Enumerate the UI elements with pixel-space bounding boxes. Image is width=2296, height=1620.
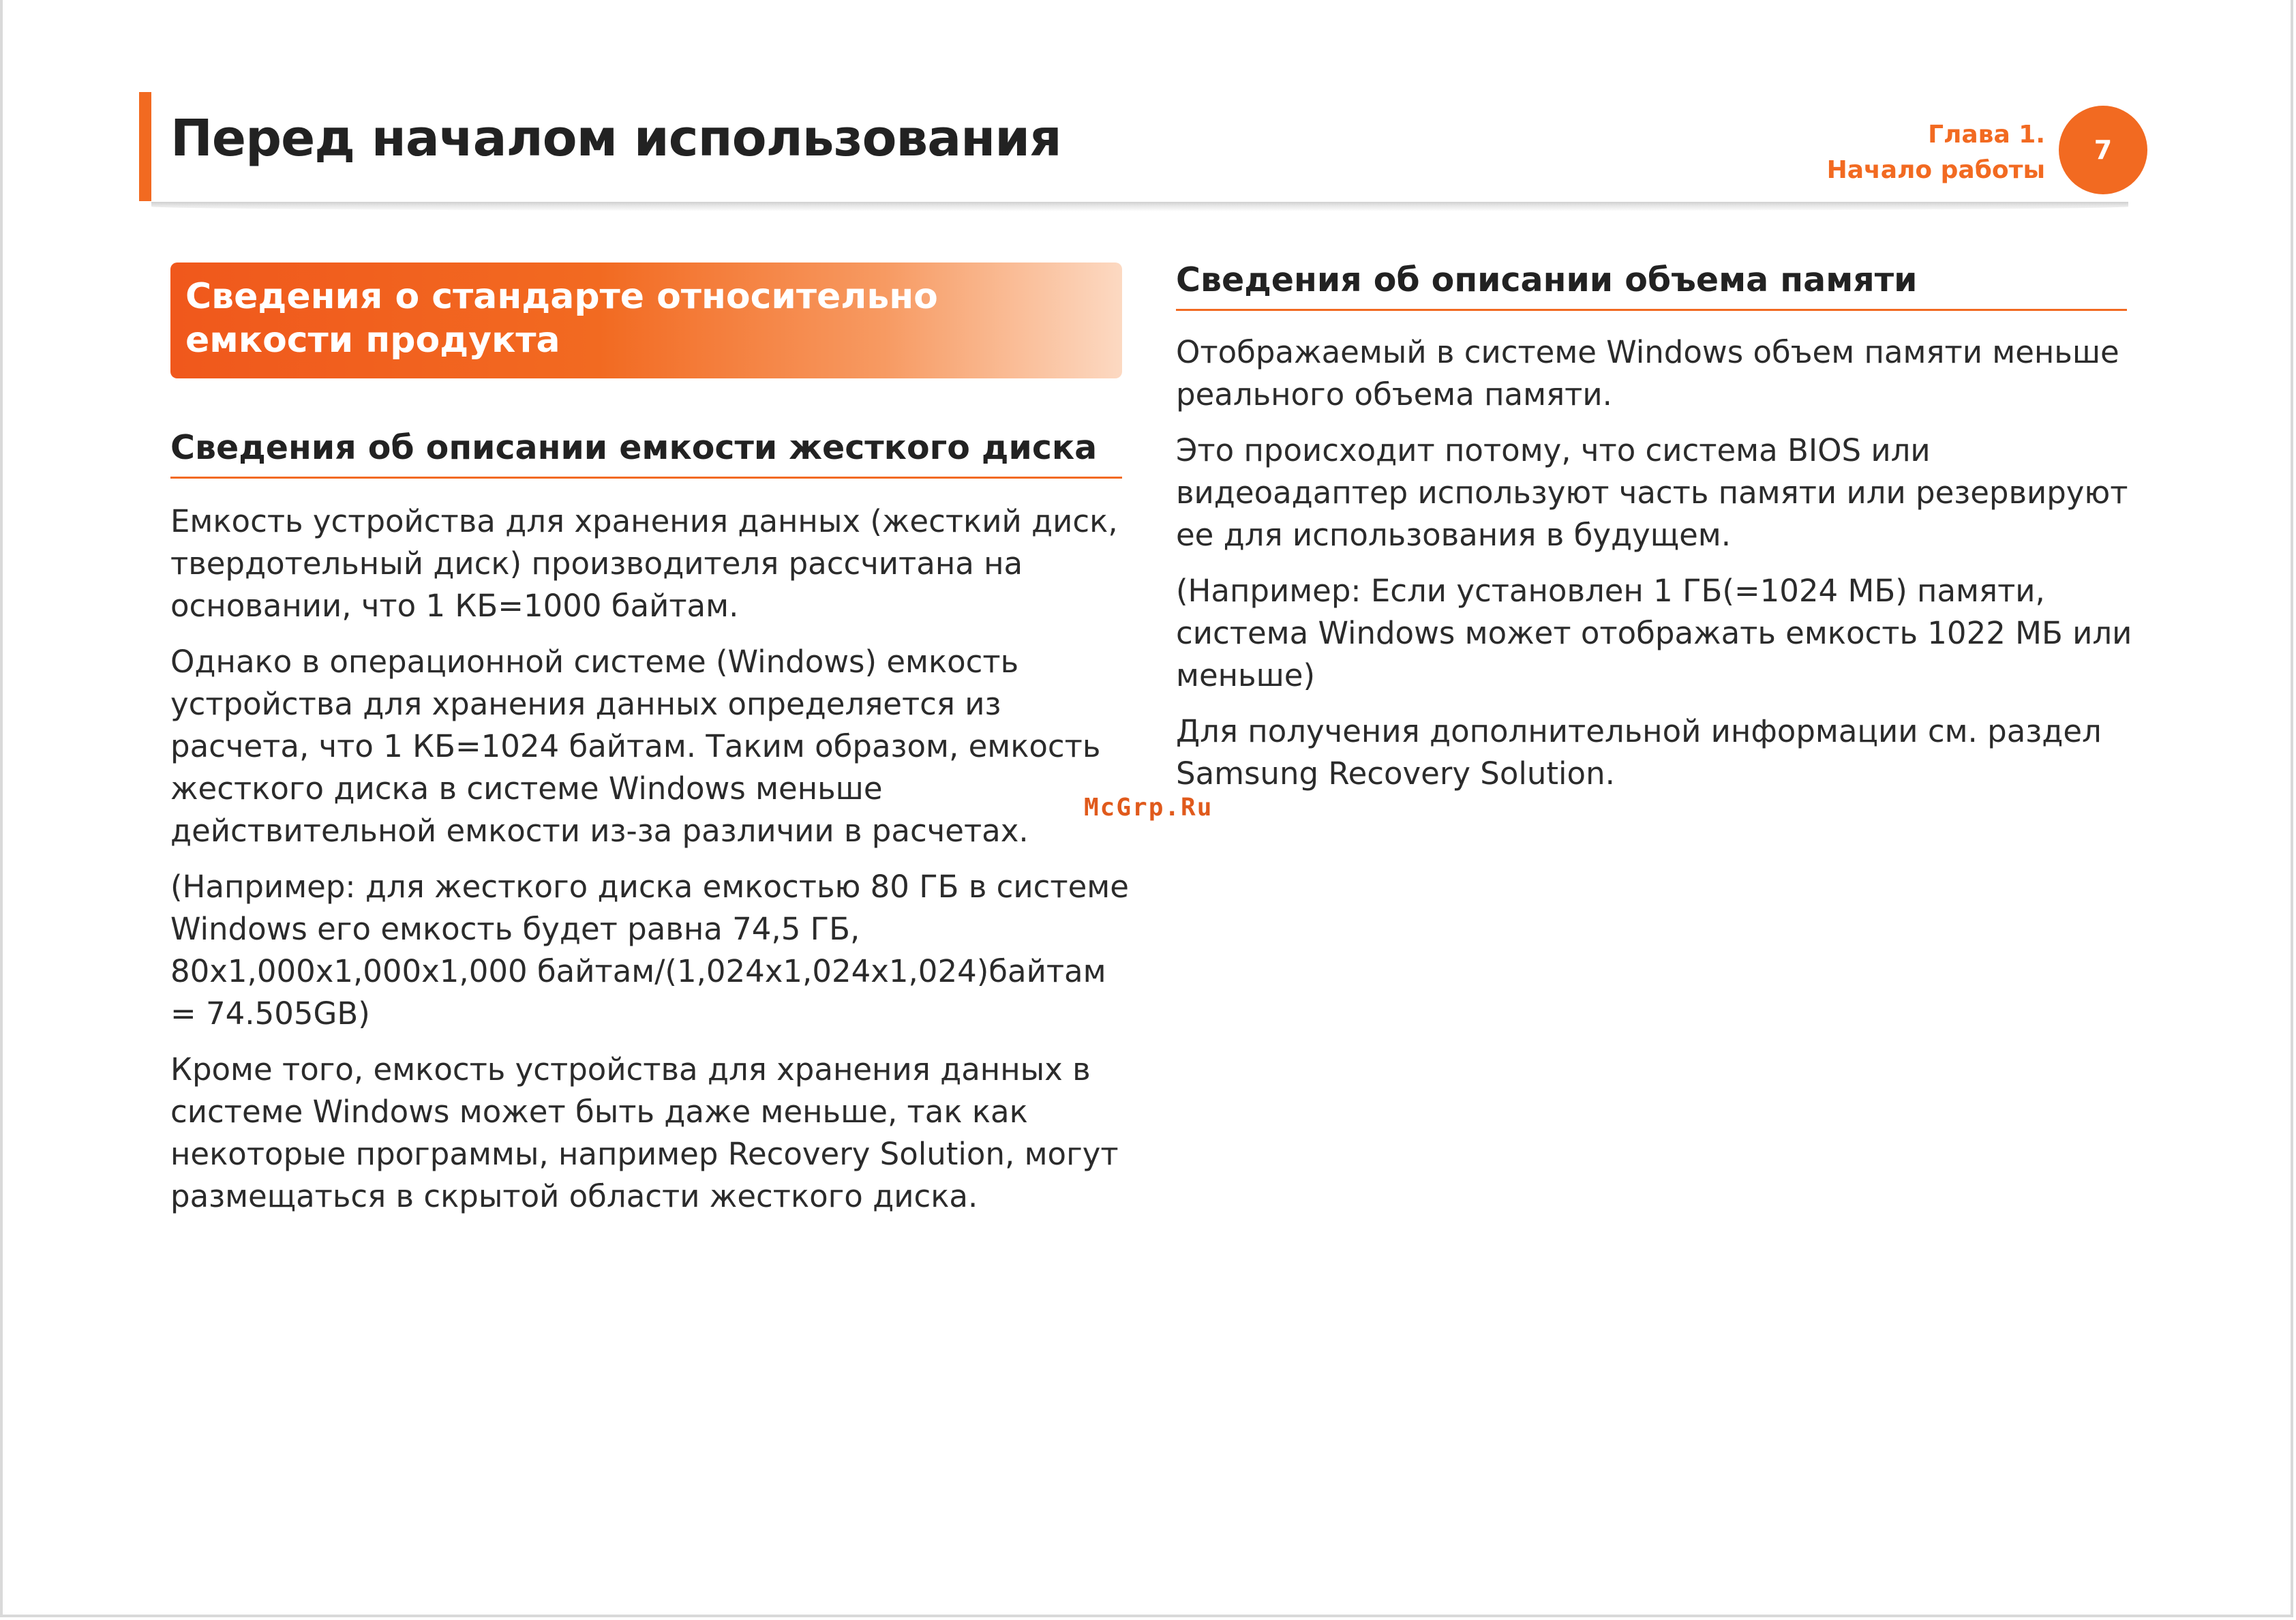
title-accent-bar <box>139 92 151 201</box>
watermark: McGrp.Ru <box>1084 794 1213 822</box>
hdd-capacity-text <box>170 500 1138 1231</box>
chapter-number: Глава 1. <box>1928 121 2045 149</box>
hdd-capacity-heading: Сведения об описании емкости жесткого диска <box>170 428 1122 479</box>
memory-size-heading: Сведения об описании объема памяти <box>1176 260 2127 311</box>
paragraph: Емкость устройства для хранения данных (жесткий диск, твердотельный диск) производителя рассчитана на основании, что 1 КБ=1000 байтам. <box>170 503 1118 624</box>
memory-size-text <box>1176 331 2144 809</box>
paragraph: Кроме того, емкость устройства для хранения данных в системе Windows может быть даже меньше, так как некоторые программы, например Recovery Solution, могут размещаться в скрытой области жесткого диска. <box>170 1051 1119 1214</box>
chapter-label <box>1827 117 2045 188</box>
section-banner: Сведения о стандарте относительно емкости продукта <box>170 262 1122 378</box>
paragraph: Для получения дополнительной информации см. раздел Samsung Recovery Solution. <box>1176 713 2102 792</box>
page-title: Перед началом использования <box>170 109 1061 168</box>
paragraph: Это происходит потому, что система BIOS или видеоадаптер используют часть памяти или резервируют ее для использования в будущем. <box>1176 432 2128 553</box>
page-number-badge: 7 <box>2059 106 2147 194</box>
paragraph: Отображаемый в системе Windows объем памяти меньше реального объема памяти. <box>1176 334 2119 412</box>
paragraph: (Например: для жесткого диска емкостью 80 ГБ в системе Windows его емкость будет равна 74,5 ГБ, 80x1,000x1,000x1,000 байтам/(1,024x1,024x1,024)байтам = 74.505GB) <box>170 869 1129 1032</box>
header-divider <box>151 202 2128 211</box>
paragraph: Однако в операционной системе (Windows) емкость устройства для хранения данных определяется из расчета, что 1 КБ=1024 байтам. Таким образом, емкость жесткого диска в системе Windows меньше действительной емкости из-за различии в расчетах. <box>170 644 1101 849</box>
chapter-name: Начало работы <box>1826 156 2045 184</box>
paragraph: (Например: Если установлен 1 ГБ(=1024 МБ) памяти, система Windows может отображать емкость 1022 МБ или меньше) <box>1176 573 2132 693</box>
